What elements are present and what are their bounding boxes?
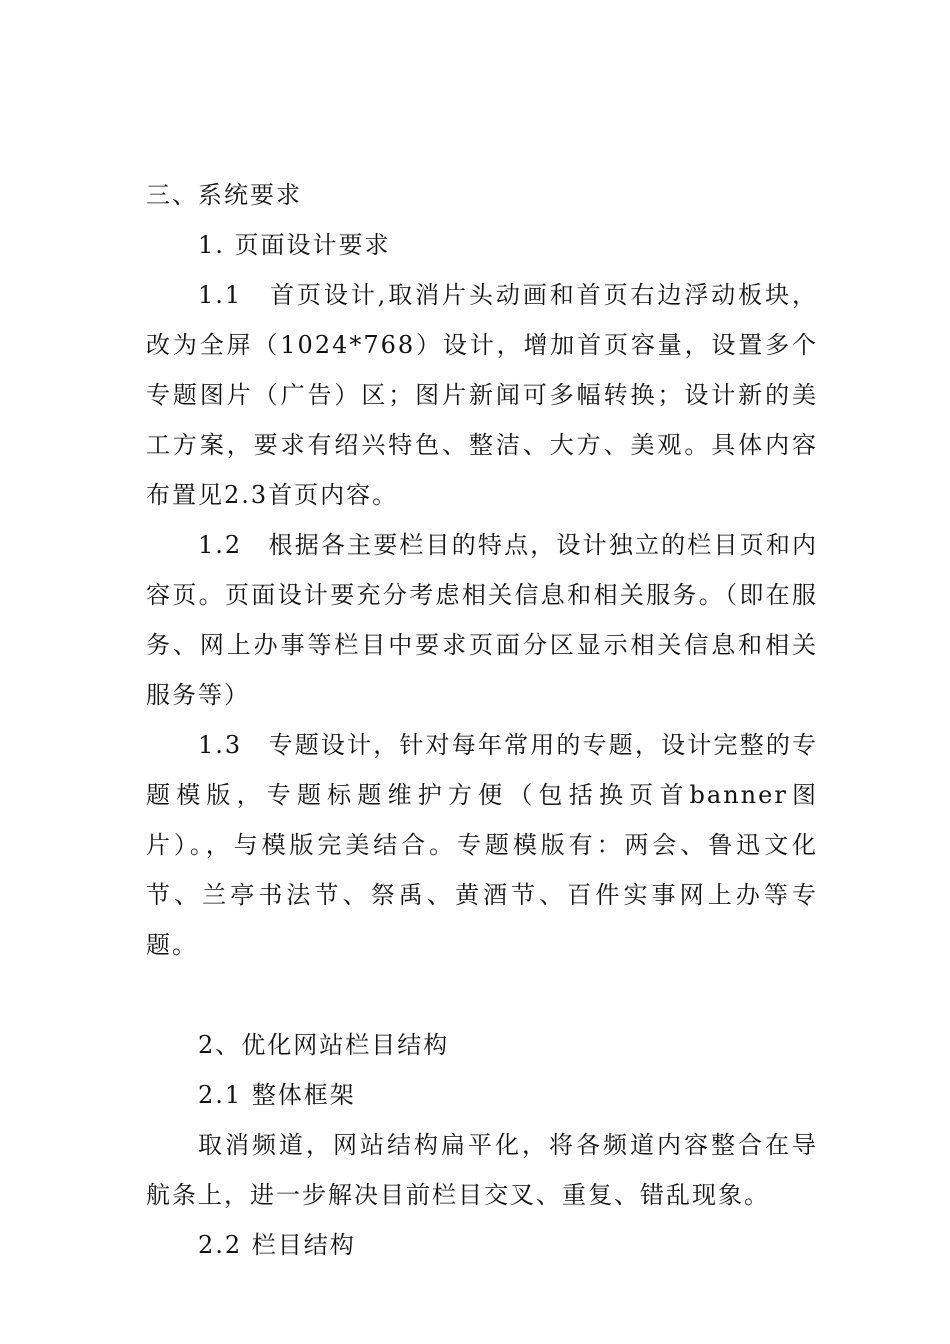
subsection-2-1-title: 2.1 整体框架 [198, 1081, 356, 1109]
paragraph-1-1: 1.1 首页设计,取消片头动画和首页右边浮动板块，改为全屏（1024*768）设计，增加首页容量，设置多个专题图片（广告）区；图片新闻可多幅转换；设计新的美工方案，要求有绍兴特色、整洁、大方、美观。具体内容布置见2.3首页内容。 [146, 281, 818, 509]
section-title: 三、系统要求 [146, 181, 302, 209]
subsection-2-title: 2、优化网站栏目结构 [198, 1031, 450, 1059]
subsection-2-2-title: 2.2 栏目结构 [198, 1231, 356, 1259]
paragraph-1-3: 1.3 专题设计，针对每年常用的专题，设计完整的专题模版，专题标题维护方便（包括换页首banner图片）。，与模版完美结合。专题模版有：两会、鲁迅文化节、兰亭书法节、祭禹、黄酒节、百件实事网上办等专题。 [146, 731, 818, 959]
paragraph-2-1: 取消频道，网站结构扁平化，将各频道内容整合在导航条上，进一步解决目前栏目交叉、重复、错乱现象。 [146, 1131, 818, 1209]
subsection-1-title: 1. 页面设计要求 [198, 231, 391, 259]
document-body [146, 170, 818, 1270]
blank-line [146, 970, 818, 1020]
paragraph-1-2: 1.2 根据各主要栏目的特点，设计独立的栏目页和内容页。页面设计要充分考虑相关信息和相关服务。（即在服务、网上办事等栏目中要求页面分区显示相关信息和相关服务等） [146, 531, 818, 709]
